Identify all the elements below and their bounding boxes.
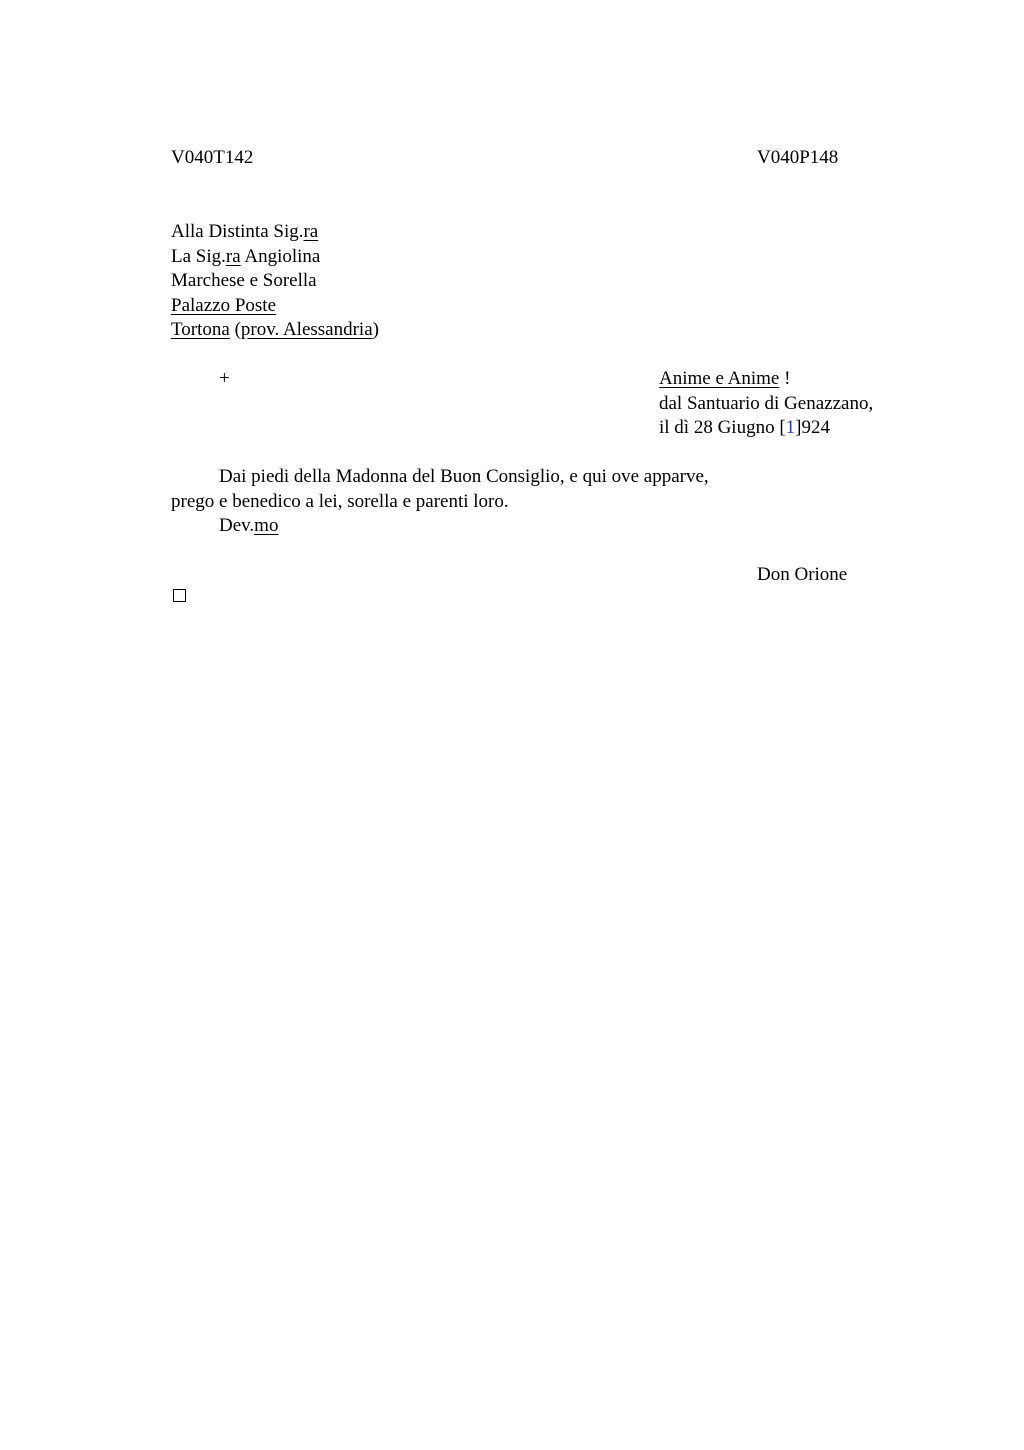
- address-line-3: Marchese e Sorella: [171, 270, 317, 291]
- cross-mark: +: [219, 368, 230, 389]
- dateline-place: dal Santuario di Genazzano,: [659, 392, 874, 414]
- address-line-1: Alla Distinta Sig.ra: [171, 221, 319, 242]
- body-line-2: prego e benedico a lei, sorella e parenti loro.: [171, 491, 509, 512]
- address-block: [171, 220, 379, 343]
- signature: Don Orione: [757, 564, 848, 585]
- address-line-2: La Sig.ra Angiolina: [171, 245, 321, 267]
- dateline-motto: Anime e Anime !: [659, 368, 791, 389]
- body-line-1: Dai piedi della Madonna del Buon Consiglio, e qui ove apparve,: [219, 466, 709, 487]
- dateline-date: il dì 28 Giugno [1]924: [659, 417, 830, 438]
- dateline-block: [659, 367, 873, 441]
- document-code-left: V040T142: [171, 147, 254, 168]
- checkbox-square-icon: [173, 589, 186, 602]
- document-code-right: V040P148: [757, 147, 839, 168]
- address-line-5: Tortona (prov. Alessandria): [171, 319, 379, 340]
- closing-line: Dev.mo: [219, 515, 279, 536]
- address-line-4: Palazzo Poste: [171, 294, 277, 316]
